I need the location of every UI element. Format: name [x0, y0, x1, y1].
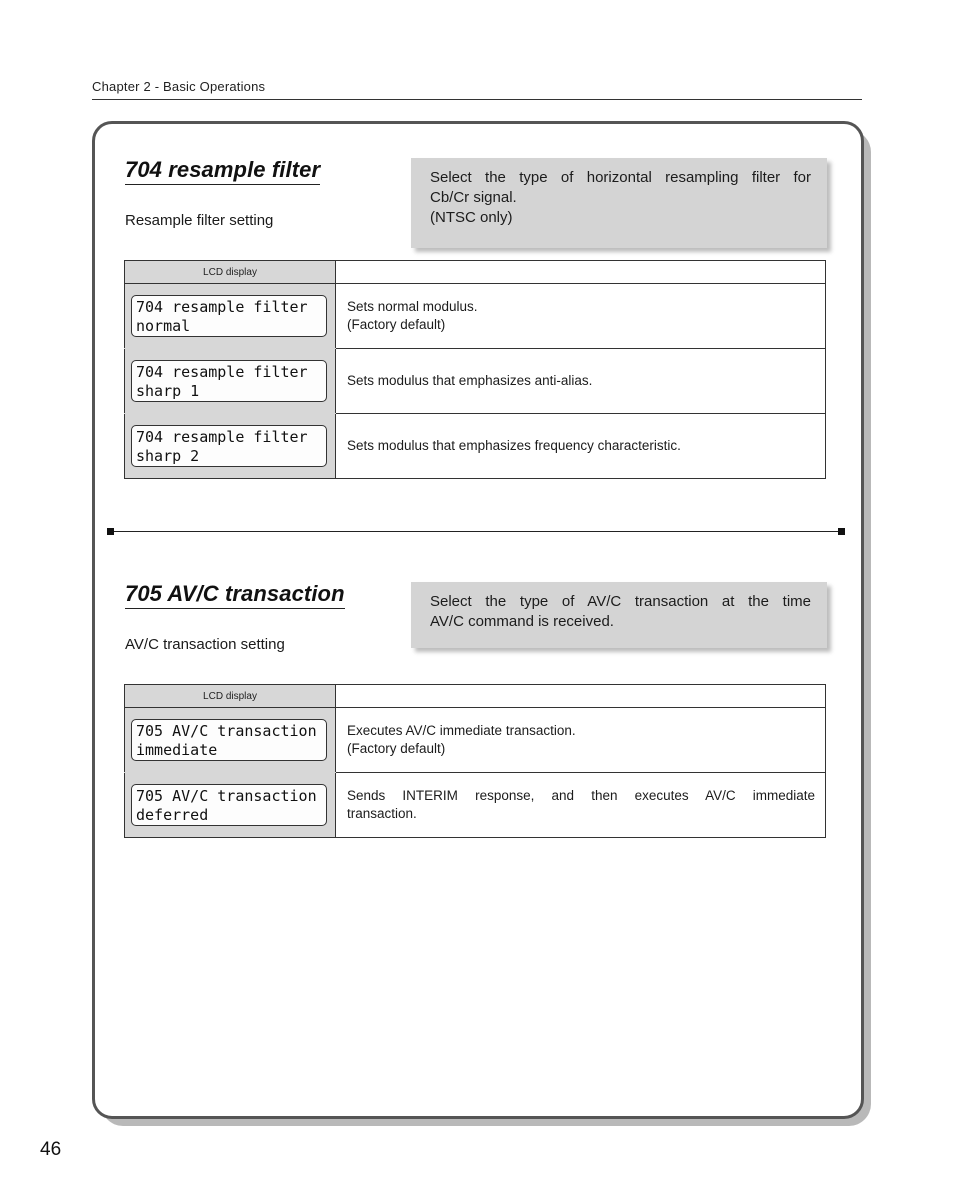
- description-text: Sets normal modulus.: [347, 299, 478, 314]
- lcd-display: [131, 295, 327, 337]
- description-line: Select the type of AV/C transaction at the time: [430, 593, 811, 610]
- description-cell: [336, 414, 826, 479]
- lcd-line-1: 705 AV/C transaction: [136, 787, 317, 805]
- lcd-cell: [125, 708, 336, 773]
- description-cell: [336, 349, 826, 414]
- lcd-line-2: deferred: [136, 806, 209, 824]
- header-rule: [92, 99, 862, 100]
- description-text: (Factory default): [347, 317, 446, 332]
- description-box-704: [411, 158, 827, 248]
- description-line: Select the type of horizontal resampling filter for: [430, 169, 811, 186]
- section-divider: [110, 531, 844, 532]
- description-text: Sets modulus that emphasizes anti-alias.: [347, 373, 593, 388]
- section-subtitle-704: Resample filter setting: [125, 212, 274, 229]
- description-cell: [336, 773, 826, 838]
- description-cell: [336, 284, 826, 349]
- lcd-cell: [125, 349, 336, 414]
- lcd-display: [131, 360, 327, 402]
- table-row: [125, 349, 826, 414]
- section-title-705: 705 AV/C transaction: [125, 581, 345, 609]
- lcd-display: [131, 425, 327, 467]
- lcd-display-header: LCD display: [125, 685, 336, 708]
- lcd-cell: [125, 284, 336, 349]
- description-text: Sets modulus that emphasizes frequency characteristic.: [347, 438, 681, 453]
- lcd-line-2: normal: [136, 317, 191, 335]
- description-header: [336, 261, 826, 284]
- description-cell: [336, 708, 826, 773]
- description-line: (NTSC only): [430, 209, 513, 226]
- table-row: [125, 773, 826, 838]
- lcd-display-header: LCD display: [125, 261, 336, 284]
- lcd-line-2: sharp 1: [136, 382, 200, 400]
- section-subtitle-705: AV/C transaction setting: [125, 636, 285, 653]
- description-text: transaction.: [347, 806, 417, 821]
- description-text: Sends INTERIM response, and then executes AV/C immediate: [347, 788, 815, 803]
- page-number: 46: [40, 1139, 62, 1160]
- table-row: [125, 414, 826, 479]
- lcd-display: [131, 719, 327, 761]
- lcd-line-1: 704 resample filter: [136, 428, 308, 446]
- divider-end-left: [107, 528, 114, 535]
- table-row: [125, 284, 826, 349]
- lcd-display: [131, 784, 327, 826]
- description-header: [336, 685, 826, 708]
- lcd-line-2: immediate: [136, 741, 218, 759]
- divider-end-right: [838, 528, 845, 535]
- description-line: Cb/Cr signal.: [430, 189, 517, 206]
- description-text: Executes AV/C immediate transaction.: [347, 723, 576, 738]
- lcd-cell: [125, 414, 336, 479]
- settings-table-705: [124, 684, 826, 838]
- description-box-705: [411, 582, 827, 648]
- lcd-line-1: 704 resample filter: [136, 298, 308, 316]
- description-text: (Factory default): [347, 741, 446, 756]
- settings-table-704: [124, 260, 826, 479]
- lcd-cell: [125, 773, 336, 838]
- table-row: [125, 708, 826, 773]
- description-line: AV/C command is received.: [430, 613, 614, 630]
- lcd-line-1: 704 resample filter: [136, 363, 308, 381]
- section-title-704: 704 resample filter: [125, 157, 320, 185]
- running-header: Chapter 2 - Basic Operations: [92, 79, 266, 94]
- lcd-line-2: sharp 2: [136, 447, 200, 465]
- lcd-line-1: 705 AV/C transaction: [136, 722, 317, 740]
